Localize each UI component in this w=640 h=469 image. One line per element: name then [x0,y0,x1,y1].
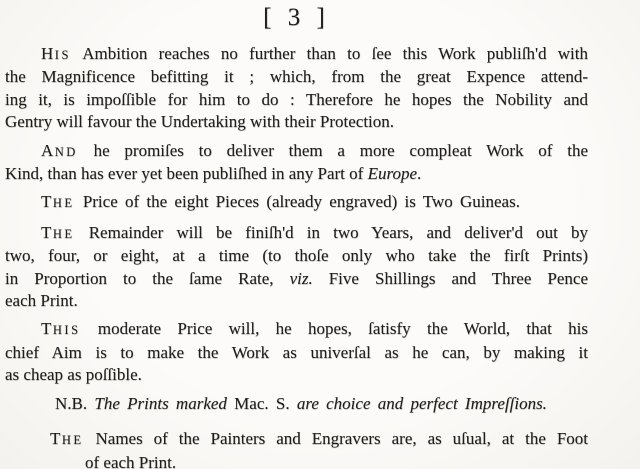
italic-text: viz. [289,268,313,288]
small-caps-text: HE [52,196,75,211]
text-segment: chief Aim is to make the Work as univerſal as he can, by making it [5,342,588,362]
text-line [5,342,588,364]
text-line [5,163,588,185]
text-line [5,290,588,312]
text-line [5,43,588,66]
text-segment: Kind, than has ever yet been publiſhed in any Part of [5,164,368,184]
small-caps-text: IS [54,48,71,62]
text-segment: N.B. [55,393,95,413]
text-segment: T [41,319,52,339]
text-line [5,89,588,111]
text-segment: moderate Price will, he hopes, ſatisfy the World, that his [81,319,588,339]
text-segment: the Magnificence befitting it ; which, from the great Expence attend- [5,67,588,87]
text-segment: Ambition reaches no further than to ſee this Work publiſh'd with [71,44,588,63]
paragraph [5,318,588,386]
text-segment: Names of the Painters and Engravers are, as uſual, at the Foot [84,429,588,449]
text-segment: T [41,192,52,212]
small-caps-text: HE [61,433,84,448]
text-segment: A [41,140,54,160]
text-segment: ing it, is impoſſible for him to do : Therefore he hopes the Nobility and [5,89,588,109]
text-line [5,140,588,163]
text-segment: H [41,44,54,63]
small-caps-text: ND [54,144,78,159]
paragraph [5,393,588,415]
text-line [5,245,588,267]
text-segment: T [41,222,52,242]
paragraph [5,140,588,186]
text-segment: he promiſes to deliver them a more compleat Work of the [78,140,588,160]
paragraph [5,222,588,313]
text-line [5,191,588,214]
text-segment: Five Shillings and Three Pence [312,268,588,288]
text-line [5,393,588,415]
page-number: [ 3 ] [263,4,330,31]
text-segment: in Proportion to the ſame Rate, [5,268,290,288]
text-segment: Mac. S. [234,393,290,413]
text-segment: . [417,164,422,184]
text-segment: of each Print. [85,452,177,469]
paragraph [5,191,588,214]
text-segment: Remainder will be finiſh'd in two Years, and deliver'd out by [75,222,588,242]
paragraph [5,428,588,469]
paragraph [5,43,588,134]
text-line [5,111,588,133]
italic-text: Europe [367,164,417,184]
text-block [5,38,588,469]
text-line [5,66,588,88]
italic-text: The Prints marked [94,393,235,413]
small-caps-text: HIS [52,323,81,338]
text-line [5,452,588,469]
text-segment: as cheap as poſſible. [5,365,142,385]
text-segment: Price of the eight Pieces (already engraved) is Two Guineas. [75,192,520,212]
text-segment: Gentry will favour the Undertaking with their Protection. [5,112,395,132]
text-line [5,222,588,245]
text-line [5,428,588,451]
text-segment: two, four, or eight, at a time (to thoſe only who take the firſt Prints) [5,246,588,266]
text-line [5,318,588,341]
small-caps-text: HE [52,226,75,241]
text-segment: T [50,429,61,449]
text-segment: each Print. [5,291,78,311]
text-line [5,268,588,290]
text-line [5,364,588,386]
italic-text: are choice and perfect Impreſſions. [289,393,547,413]
